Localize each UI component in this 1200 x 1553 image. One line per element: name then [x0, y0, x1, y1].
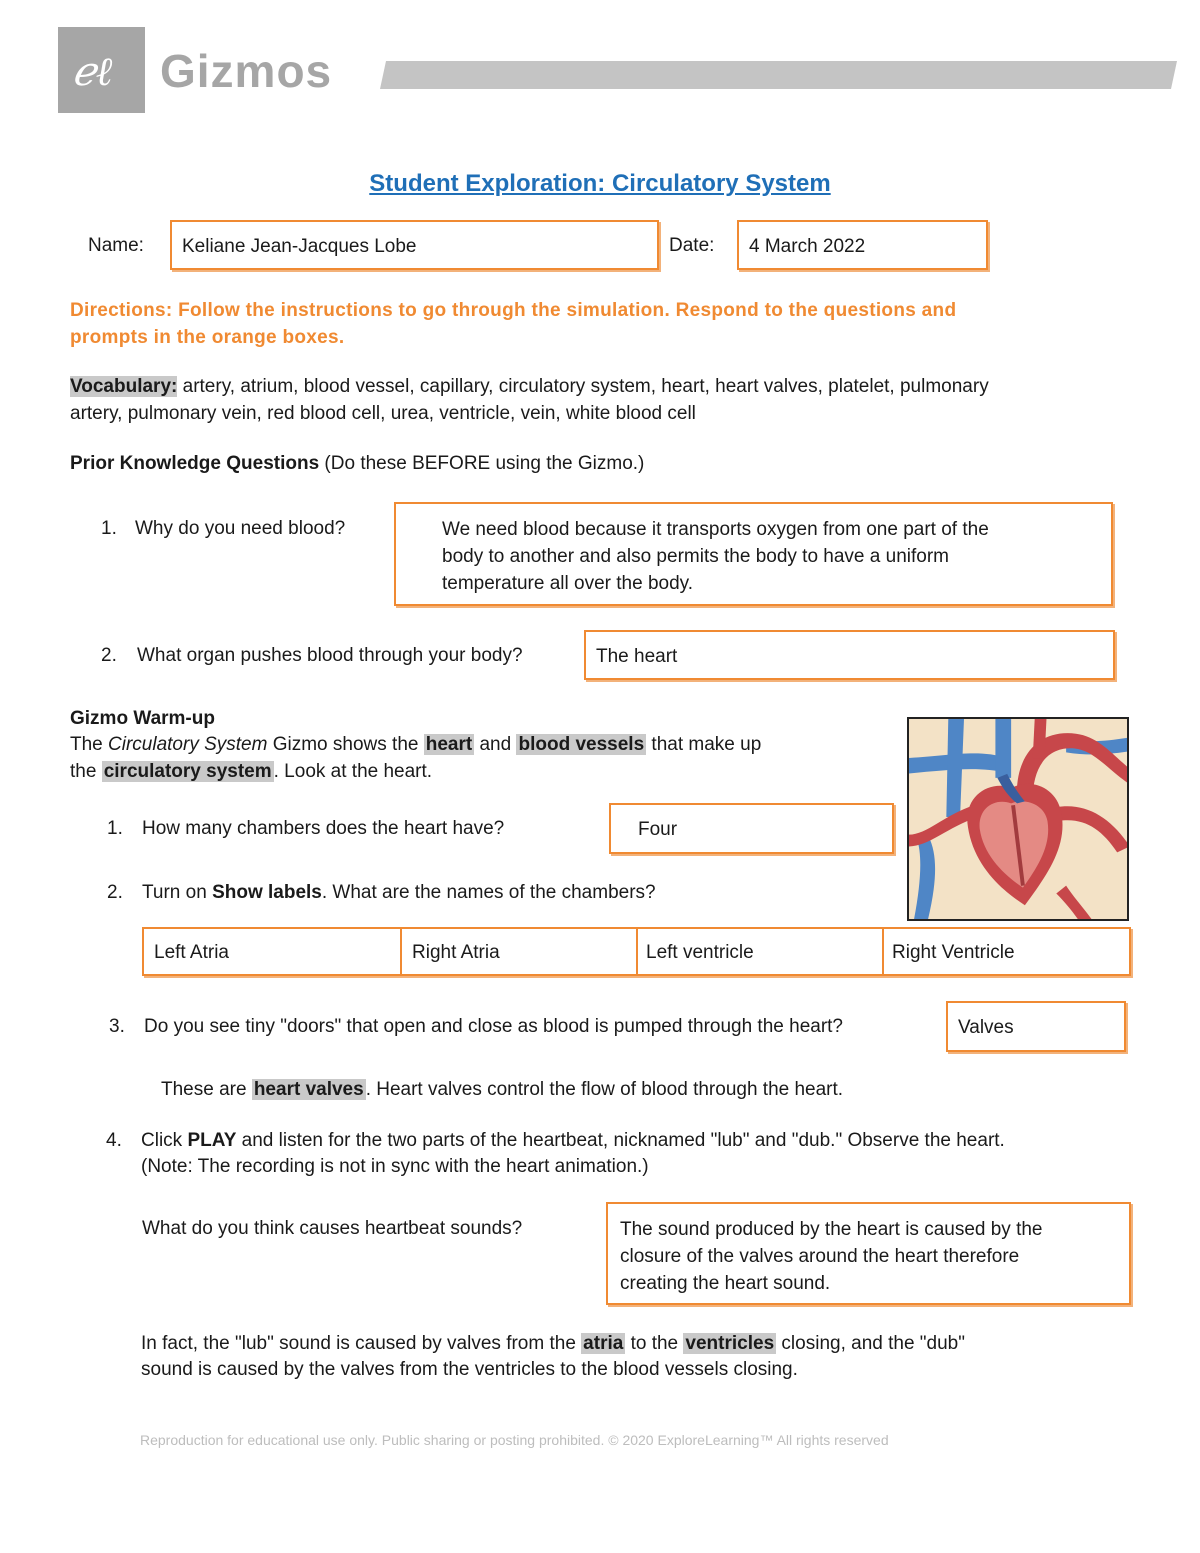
fact-pre: In fact, the "lub" sound is caused by valves from the [141, 1333, 582, 1354]
intro-text: . Look at the heart. [273, 761, 433, 782]
warmup-q4-number: 4. [106, 1130, 122, 1151]
warmup-a1-value: Four [638, 819, 678, 840]
term-ventricles: ventricles [685, 1333, 775, 1354]
prior-heading: Prior Knowledge Questions [70, 453, 320, 474]
prior-knowledge-heading [70, 450, 644, 477]
name-value: Keliane Jean-Jacques Lobe [182, 236, 417, 257]
prior-q2-number: 2. [101, 645, 117, 666]
play-term: PLAY [187, 1130, 237, 1151]
date-field[interactable] [737, 220, 988, 270]
term-blood-vessels: blood vessels [518, 734, 645, 755]
fact-mid: to the [625, 1333, 684, 1354]
warmup-answer-1[interactable] [609, 803, 894, 854]
warmup-q4-text [141, 1127, 1005, 1154]
gizmo-name: Circulatory System [108, 734, 268, 755]
warmup-a4-line1: The sound produced by the heart is caused by the [620, 1219, 1043, 1240]
directions-line1: Directions: Follow the instructions to go through the simulation. Respond to the questions and [70, 300, 957, 321]
heart-image [907, 717, 1129, 921]
intro-text: the [70, 761, 102, 782]
q2-pre: Turn on [142, 882, 213, 903]
vocabulary-terms-1: artery, atrium, blood vessel, capillary, circulatory system, heart, heart valves, platelet, pulmonary [177, 376, 989, 397]
prior-answer-2[interactable] [584, 630, 1115, 680]
explorelearning-logo-icon [58, 27, 145, 113]
warmup-a3-value: Valves [958, 1017, 1014, 1038]
prior-a2-value: The heart [596, 646, 678, 667]
vocabulary-label: Vocabulary: [70, 376, 178, 397]
prior-answer-1[interactable] [394, 502, 1113, 606]
warmup-q4-note: (Note: The recording is not in sync with the heart animation.) [141, 1156, 649, 1177]
q2-post: . What are the names of the chambers? [321, 882, 656, 903]
date-label: Date: [669, 235, 715, 256]
valves-pre: These are [161, 1079, 252, 1100]
chamber-name: Right Ventricle [892, 942, 1015, 963]
intro-text: Gizmo shows the [267, 734, 424, 755]
warmup-a4-line2: closure of the valves around the heart therefore [620, 1246, 1020, 1267]
vocabulary-terms-2: artery, pulmonary vein, red blood cell, urea, ventricle, vein, white blood cell [70, 403, 696, 424]
chamber-name: Left Atria [154, 942, 229, 963]
vocabulary-line1 [70, 373, 989, 400]
prior-a1-line1: We need blood because it transports oxygen from one part of the [442, 519, 989, 540]
term-heart: heart [425, 734, 473, 755]
chamber-name: Right Atria [412, 942, 500, 963]
gizmos-logo [58, 27, 145, 113]
svg-text:ℯℓ: ℯℓ [72, 49, 113, 95]
chamber-cell[interactable] [142, 927, 402, 976]
intro-text: and [474, 734, 517, 755]
prior-q2-text: What organ pushes blood through your body? [137, 645, 523, 666]
term-heart-valves: heart valves [253, 1079, 364, 1100]
fact-post: closing, and the "dub" [776, 1333, 965, 1354]
fact-line1 [141, 1330, 965, 1357]
prior-note: (Do these BEFORE using the Gizmo.) [319, 453, 645, 474]
brand-name: Gizmos [160, 45, 333, 97]
warmup-answer-3[interactable] [946, 1001, 1126, 1052]
warmup-q1-text: How many chambers does the heart have? [142, 818, 505, 839]
warmup-q2-text [142, 879, 656, 906]
valves-post: . Heart valves control the flow of blood through the heart. [365, 1079, 844, 1100]
term-atria: atria [583, 1333, 624, 1354]
name-label: Name: [88, 235, 144, 256]
warmup-intro-line1 [70, 731, 761, 758]
warmup-heading: Gizmo Warm-up [70, 708, 215, 729]
name-field[interactable] [170, 220, 659, 270]
prior-q1-text: Why do you need blood? [135, 518, 346, 539]
q4-pre: Click [141, 1130, 188, 1151]
chamber-cell[interactable] [400, 927, 638, 976]
header-bar [380, 61, 1177, 89]
warmup-a4-line3: creating the heart sound. [620, 1273, 831, 1294]
intro-text: that make up [646, 734, 762, 755]
directions-line2: prompts in the orange boxes. [70, 327, 345, 348]
prior-q1-number: 1. [101, 518, 117, 539]
warmup-q1-number: 1. [107, 818, 123, 839]
heart-valves-note [161, 1076, 843, 1103]
term-circulatory-system: circulatory system [103, 761, 272, 782]
prior-a1-line3: temperature all over the body. [442, 573, 694, 594]
chamber-name: Left ventricle [646, 942, 754, 963]
warmup-answer-4[interactable] [606, 1202, 1131, 1305]
warmup-q4-subquestion: What do you think causes heartbeat sounds? [142, 1218, 523, 1239]
show-labels-term: Show labels [212, 882, 322, 903]
warmup-q2-number: 2. [107, 882, 123, 903]
footer-copyright: Reproduction for educational use only. Public sharing or posting prohibited. © 2020 ExploreLearning™ All rights reserved [140, 1432, 889, 1448]
chamber-cell[interactable] [636, 927, 884, 976]
page-title: Student Exploration: Circulatory System [369, 170, 831, 197]
warmup-intro-line2 [70, 758, 432, 785]
fact-line2: sound is caused by the valves from the ventricles to the blood vessels closing. [141, 1359, 798, 1380]
date-value: 4 March 2022 [749, 236, 866, 257]
intro-text: The [70, 734, 109, 755]
prior-a1-line2: body to another and also permits the body to have a uniform [442, 546, 949, 567]
chamber-cell[interactable] [882, 927, 1131, 976]
warmup-q3-number: 3. [109, 1016, 125, 1037]
q4-post: and listen for the two parts of the heartbeat, nicknamed "lub" and "dub." Observe the heart. [236, 1130, 1005, 1151]
warmup-q3-text: Do you see tiny "doors" that open and close as blood is pumped through the heart? [144, 1016, 844, 1037]
